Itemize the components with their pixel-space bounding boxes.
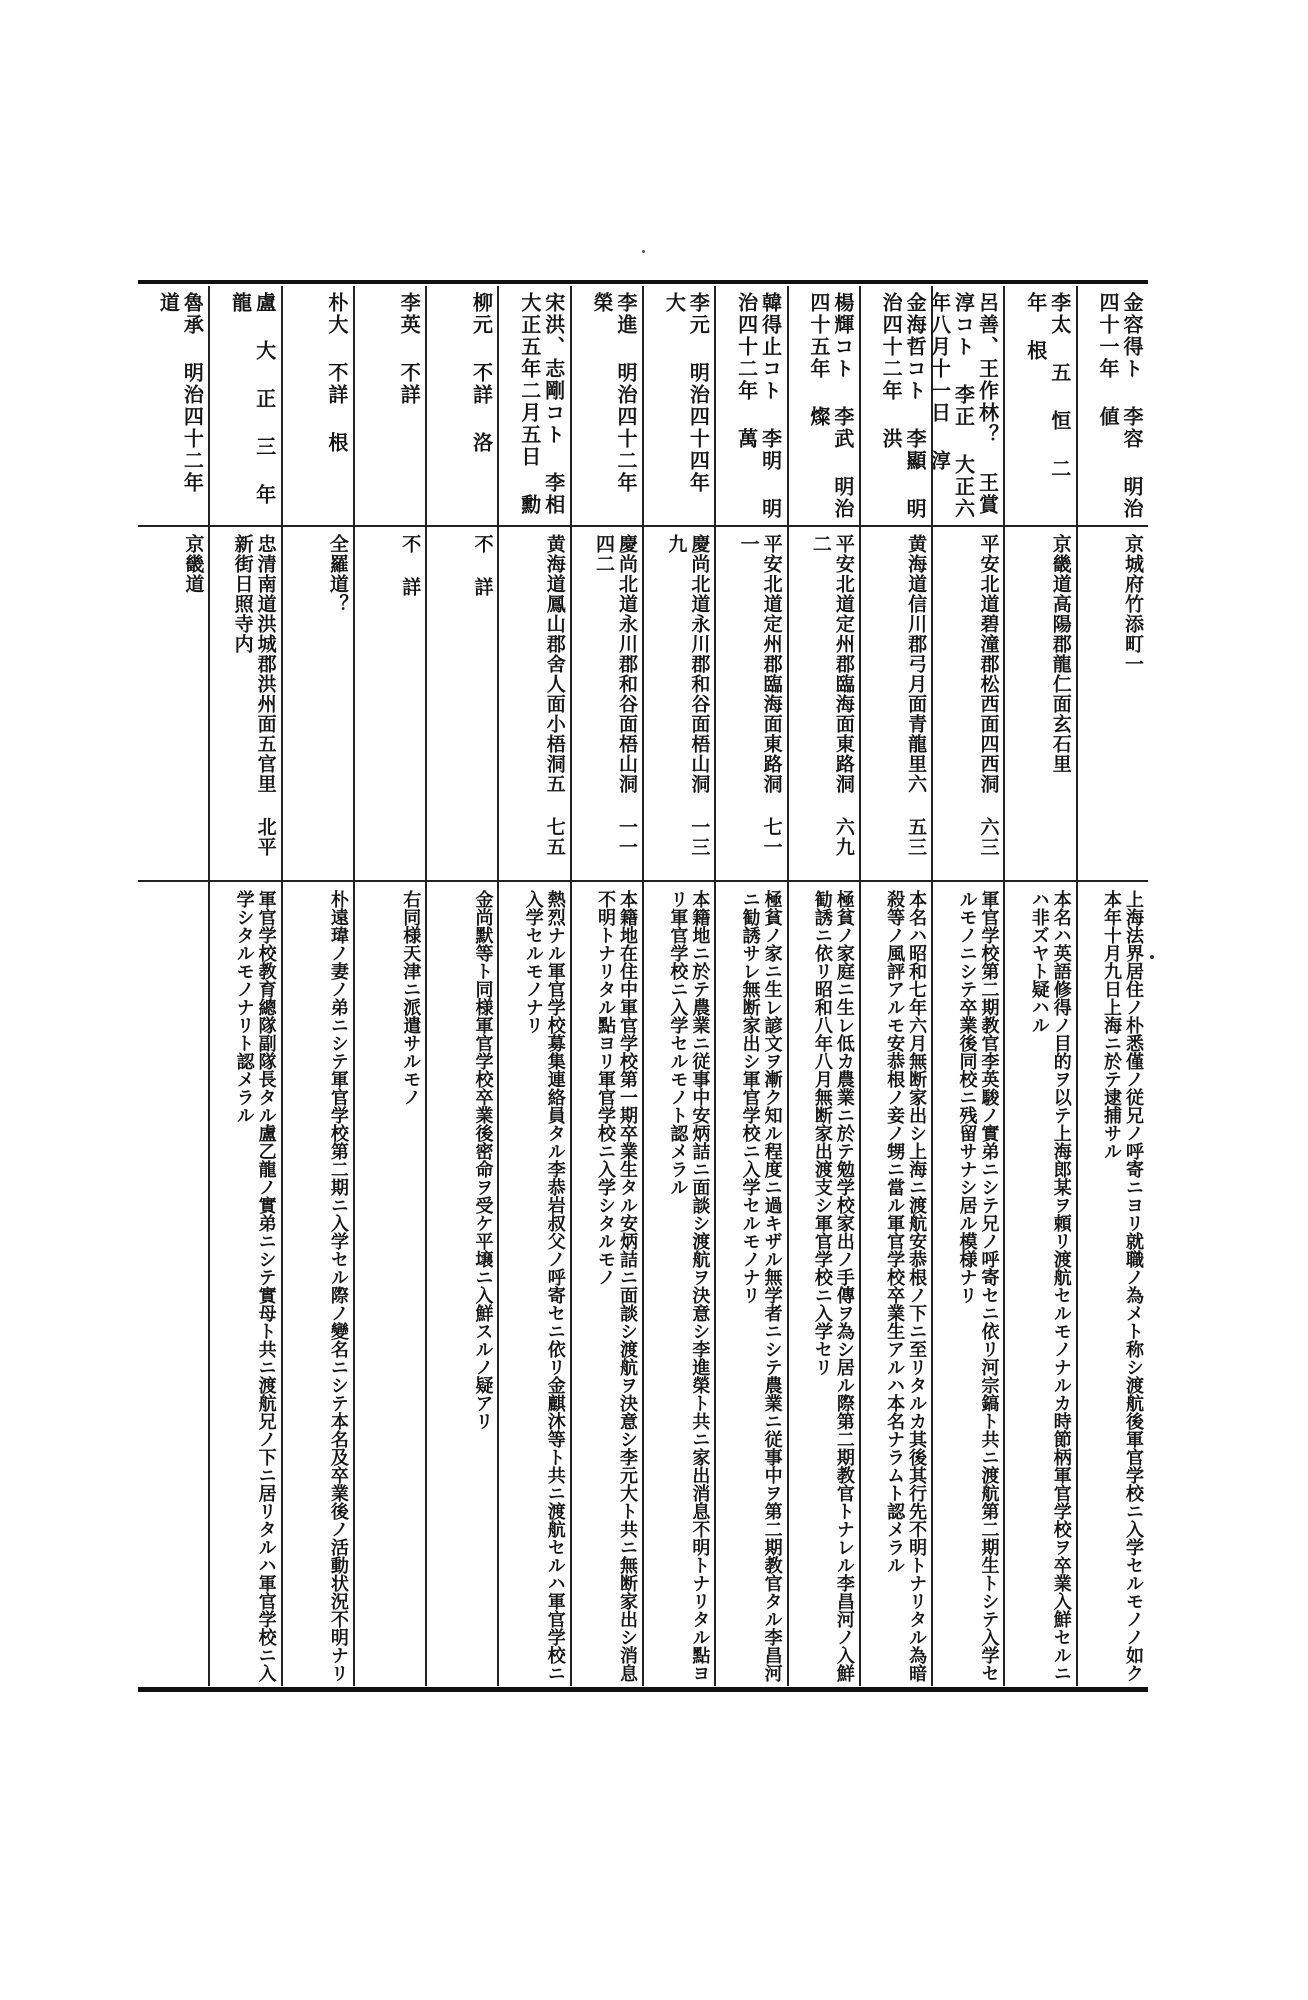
entry-address: 京畿道高陽郡龍仁面玄石里 (1049, 534, 1072, 774)
entry-note: 極貧ノ家庭ニ生レ低カ農業ニ於テ勉学校家出ノ手傳ヲ為シ居ル際第二期教官トナレル李昌河ノ入鮮勧誘ニ依リ昭和八年八月無断家出渡支シ軍官学校ニ入学セリ (811, 890, 855, 1682)
entry-column-10 (425, 286, 497, 1686)
entry-note: 極貧ノ家ニ生レ諺文ヲ漸ク知ル程度ニ過キザル無学者ニシテ農業ニ従事中ヲ第二期教官タル李昌河ニ勧誘サレ無断家出シ軍官学校ニ入学セルモノナリ (739, 890, 783, 1682)
entry-column-6 (714, 286, 786, 1686)
entry-note: 本籍地在住中軍官学校第一期卒業生タル安炳詰ニ面談シ渡航ヲ決意シ李元大ト共ニ無断家出シ消息不明トナリタル點ヨリ軍官学校ニ入学シタルモノ (595, 890, 639, 1682)
entry-address: 黄海道鳳山郡舍人面小梧洞五 七五 (543, 534, 566, 857)
entry-name: 朴大 不詳 根 (324, 292, 349, 454)
entry-note: 金尚默等ト同様軍官学校卒業後密命ヲ受ケ平壌ニ入鮮スルノ疑アリ (472, 890, 494, 1430)
entry-note: 朴遠瑋ノ妻ノ弟ニシテ軍官学校第二期ニ入学セル際ノ變名ニシテ本名及卒業後ノ活動状況不明ナリ (327, 890, 349, 1682)
ledger-columns (138, 286, 1148, 1686)
entry-address: 平安北道定州郡臨海面東路洞 六九二 (809, 534, 855, 857)
entry-note: 本名ハ昭和七年六月無断家出シ上海ニ渡航安恭根ノ下ニ至リタルカ其後其行先不明トナリタル為暗殺等ノ風評アルモ安恭根ノ妾ノ甥ニ當ル軍官学校卒業生アルハ本名ナラムト認メラル (884, 890, 928, 1682)
entry-column-4 (859, 286, 931, 1686)
entry-name: 楊輝コト 李武 明治四十五年 燦 (806, 292, 855, 520)
entry-address: 京城府竹添町一 (1122, 534, 1144, 674)
entry-name: 李英 不詳 (397, 292, 422, 406)
entry-column-3 (927, 286, 1003, 1686)
entry-note: 軍官学校教育總隊副隊長タル盧乙龍ノ實弟ニシテ實母ト共ニ渡航兄ノ下ニ居リタルハ軍官学校ニ入学シタルモノナリト認メラル (233, 890, 277, 1682)
entry-address: 平安北道碧潼郡松西面四西洞 六三 (977, 534, 1000, 857)
entry-address: 慶尚北道永川郡和谷面梧山洞 一一四二 (593, 534, 639, 857)
entry-name: 宋洪、志剛コト 李相 大正五年二月五日 勳 (517, 292, 566, 516)
entry-column-11 (353, 286, 425, 1686)
entry-address: 京畿道 (182, 534, 205, 594)
entry-column-7 (642, 286, 714, 1686)
ledger-table (138, 280, 1148, 1700)
margin-speck (1150, 955, 1154, 959)
entry-name: 柳元 不詳 洛 (469, 292, 494, 454)
entry-note: 軍官学校第二期教官李英駿ノ實弟ニシテ兄ノ呼寄セニ依リ河宗鎬ト共ニ渡航第二期生トシテ入学セルモノニシテ卒業後同校ニ残留サナシ居ル模様ナリ (956, 890, 1000, 1682)
top-rule (138, 280, 1148, 284)
entry-note: 右同様天津ニ派遣サルモノ (400, 890, 422, 1106)
entry-address: 不 詳 (471, 534, 494, 597)
entry-address: 平安北道定州郡臨海面東路洞 七一一 (737, 534, 783, 857)
entry-note: 熱烈ナル軍官学校募集連絡員タル李恭岩叔父ノ呼寄セニ依リ金麒沐等ト共ニ渡航セルハ軍官学校ニ入学セルモノナリ (522, 890, 566, 1682)
entry-address: 全羅道？ (326, 534, 349, 614)
entry-column-14 (138, 286, 208, 1686)
entry-name: 呂善、王作林？ 王賞淳コト 李正 大正六年八月十一日 淳 (927, 292, 1000, 520)
entry-name: 盧 大 正 三 年 龍 (228, 292, 277, 506)
entry-column-5 (787, 286, 859, 1686)
entry-note: 上海法界居住ノ朴悉僅ノ従兄ノ呼寄ニヨリ就職ノ為メト称シ渡航後軍官学校ニ入学セルモノノ如ク本年十月九日上海ニ於テ逮捕サル (1101, 890, 1144, 1682)
entry-name: 魯承 明治四十二年 道 (156, 292, 205, 494)
page-speck (642, 250, 645, 253)
entry-name: 金容得ト 李容 明治四十一年 値 (1096, 292, 1144, 520)
entry-column-2 (1003, 286, 1075, 1686)
entry-address: 黄海道信川郡弓月面青龍里六 五三 (905, 534, 928, 857)
entry-column-8 (570, 286, 642, 1686)
entry-address: 慶尚北道永川郡和谷面梧山洞 一三九 (665, 534, 711, 857)
entry-name: 李太 五 恒 二 年 根 (1023, 292, 1072, 480)
entry-name: 金海哲コト 李顯 明治四十二年 洪 (879, 292, 928, 520)
entry-column-12 (281, 286, 353, 1686)
entry-note: 本名ハ英語修得ノ目的ヲ以テ上海郎某ヲ頼リ渡航セルモノナルカ時節柄軍官学校ヲ卒業入鮮セルニハ非ズヤト疑ハル (1028, 890, 1072, 1682)
entry-column-1 (1076, 286, 1148, 1686)
entry-name: 韓得止コト 李明 明治四十二年 萬 (734, 292, 783, 520)
entry-note (138, 884, 208, 1696)
entry-address: 忠清南道洪城郡洪州面五官里 北平新街日照寺内 (231, 534, 277, 857)
entry-name: 李元 明治四十四年 大 (662, 292, 711, 494)
bottom-rule (138, 1687, 1148, 1692)
entry-name: 李進 明治四十二年 榮 (590, 292, 639, 494)
entry-address: 不 詳 (399, 534, 422, 597)
entry-column-9 (497, 286, 569, 1686)
entry-column-13 (208, 286, 280, 1686)
entry-note: 本籍地ニ於テ農業ニ従事中安炳詰ニ面談シ渡航ヲ決意シ李進榮ト共ニ家出消息不明トナリタル點ヨリ軍官学校ニ入学セルモノト認メラル (667, 890, 711, 1682)
